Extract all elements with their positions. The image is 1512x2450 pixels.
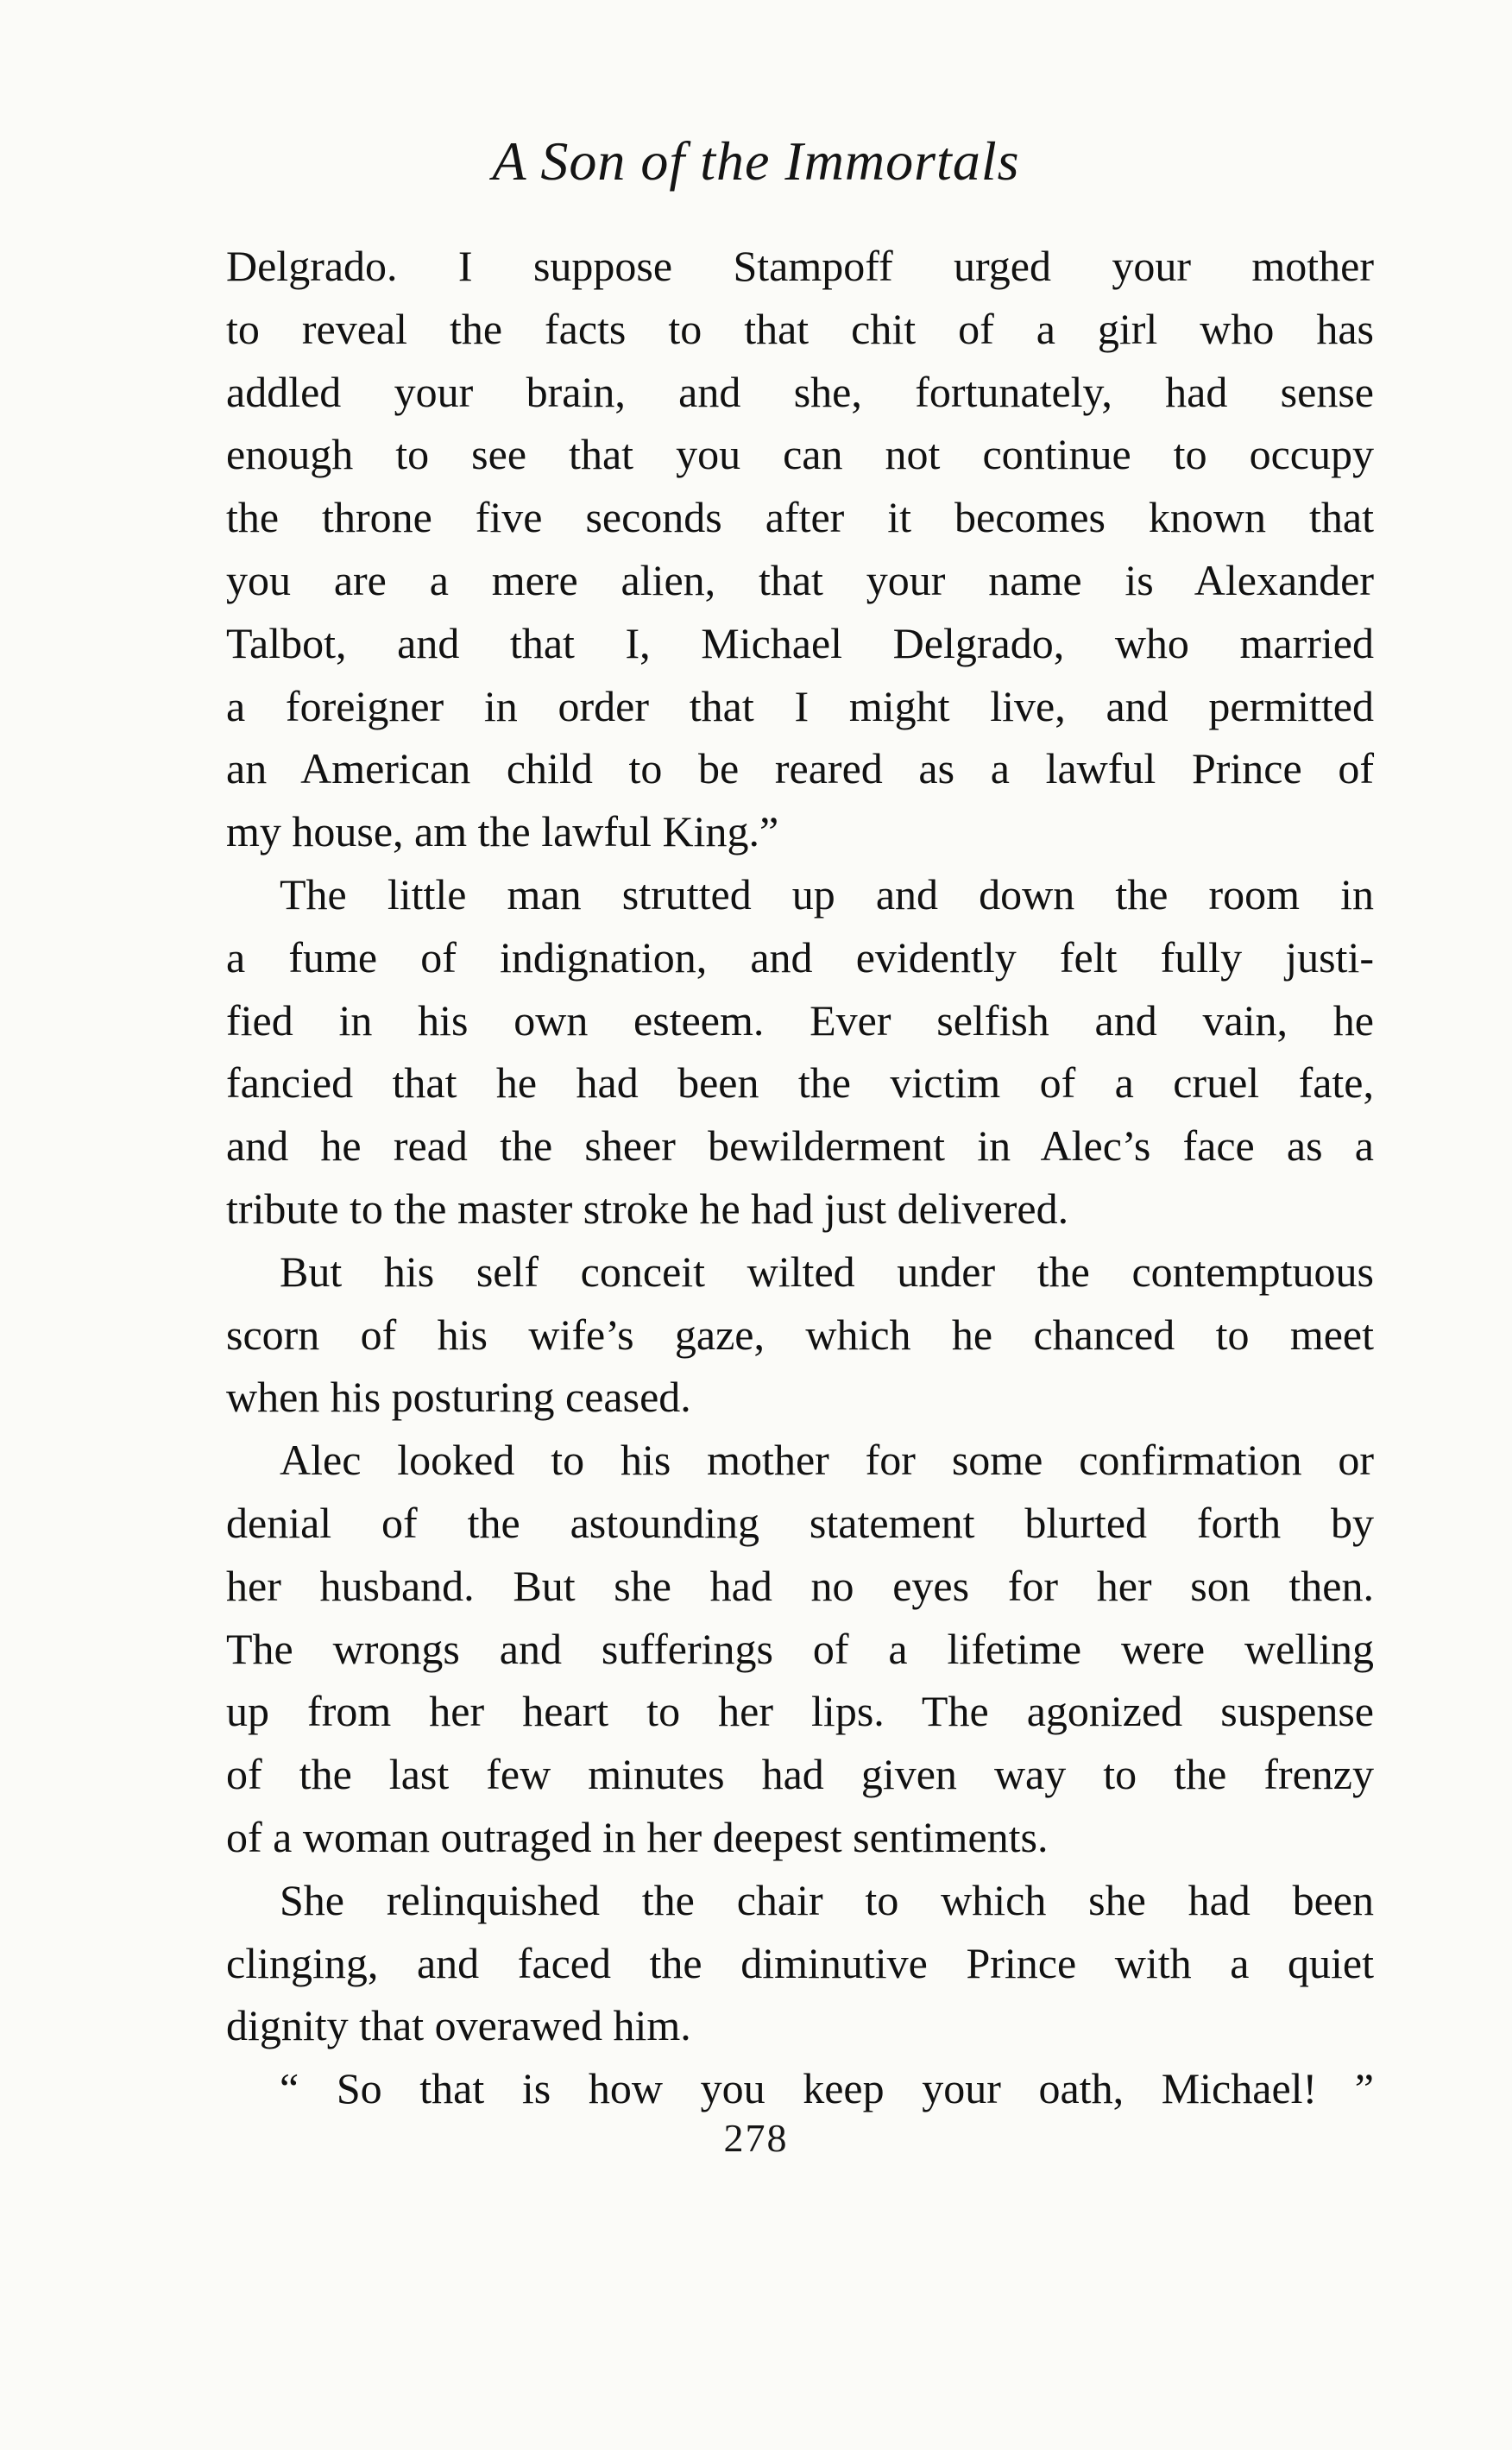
text-line: Alec looked to his mother for some confirmation or xyxy=(280,1436,1374,1485)
text-line: Delgrado. I suppose Stampoff urged your mother xyxy=(226,242,1374,290)
text-line: of the last few minutes had given way to the frenzy xyxy=(226,1750,1374,1799)
text-line: Talbot, and that I, Michael Delgrado, who married xyxy=(226,618,1374,667)
text-line: you are a mere alien, that your name is Alexander xyxy=(226,555,1374,604)
text-line: and he read the sheer bewilderment in Alec’s face as a xyxy=(226,1121,1374,1171)
paragraph xyxy=(226,1869,1374,2057)
text-line: clinging, and faced the diminutive Prince with a quiet xyxy=(226,1938,1374,1987)
running-head: A Son of the Immortals xyxy=(492,130,1020,192)
paragraph xyxy=(226,1429,1374,1869)
text-line: She relinquished the chair to which she had been xyxy=(280,1875,1374,1924)
paragraph xyxy=(226,2057,1374,2120)
text-line: dignity that overawed him. xyxy=(226,2001,691,2050)
text-line: an American child to be reared as a lawful Prince of xyxy=(226,744,1374,793)
text-line: my house, am the lawful King.” xyxy=(226,807,779,856)
text-line: “ So that is how you keep your oath, Michael! ” xyxy=(280,2064,1374,2113)
text-line: tribute to the master stroke he had just delivered. xyxy=(226,1184,1069,1233)
text-line: enough to see that you can not continue to occupy xyxy=(226,430,1374,479)
page-number: 278 xyxy=(723,2116,789,2160)
body-text xyxy=(226,235,1374,2120)
text-line: up from her heart to her lips. The agonized suspense xyxy=(226,1687,1374,1736)
text-line: The wrongs and sufferings of a lifetime were welling xyxy=(226,1624,1374,1673)
paragraph xyxy=(226,1241,1374,1429)
text-line: of a woman outraged in her deepest sentiments. xyxy=(226,1812,1049,1861)
text-line: a fume of indignation, and evidently felt fully justi- xyxy=(226,932,1374,982)
text-line: scorn of his wife’s gaze, which he chanced to meet xyxy=(226,1310,1374,1359)
text-line: The little man strutted up and down the room in xyxy=(280,869,1374,919)
text-line: fancied that he had been the victim of a cruel fate, xyxy=(226,1058,1374,1108)
text-line: addled your brain, and she, fortunately, had sense xyxy=(226,367,1374,416)
text-line: when his posturing ceased. xyxy=(226,1373,691,1422)
paragraph xyxy=(226,863,1374,1241)
paragraph xyxy=(226,235,1374,863)
text-line: fied in his own esteem. Ever selfish and vain, he xyxy=(226,995,1374,1045)
text-line: But his self conceit wilted under the contemptuous xyxy=(280,1247,1374,1296)
text-line: to reveal the facts to that chit of a girl who has xyxy=(226,304,1374,353)
text-line: denial of the astounding statement blurted forth by xyxy=(226,1498,1374,1547)
text-line: her husband. But she had no eyes for her son then. xyxy=(226,1561,1374,1610)
text-line: a foreigner in order that I might live, and permitted xyxy=(226,681,1374,730)
text-line: the throne five seconds after it becomes known that xyxy=(226,493,1374,542)
